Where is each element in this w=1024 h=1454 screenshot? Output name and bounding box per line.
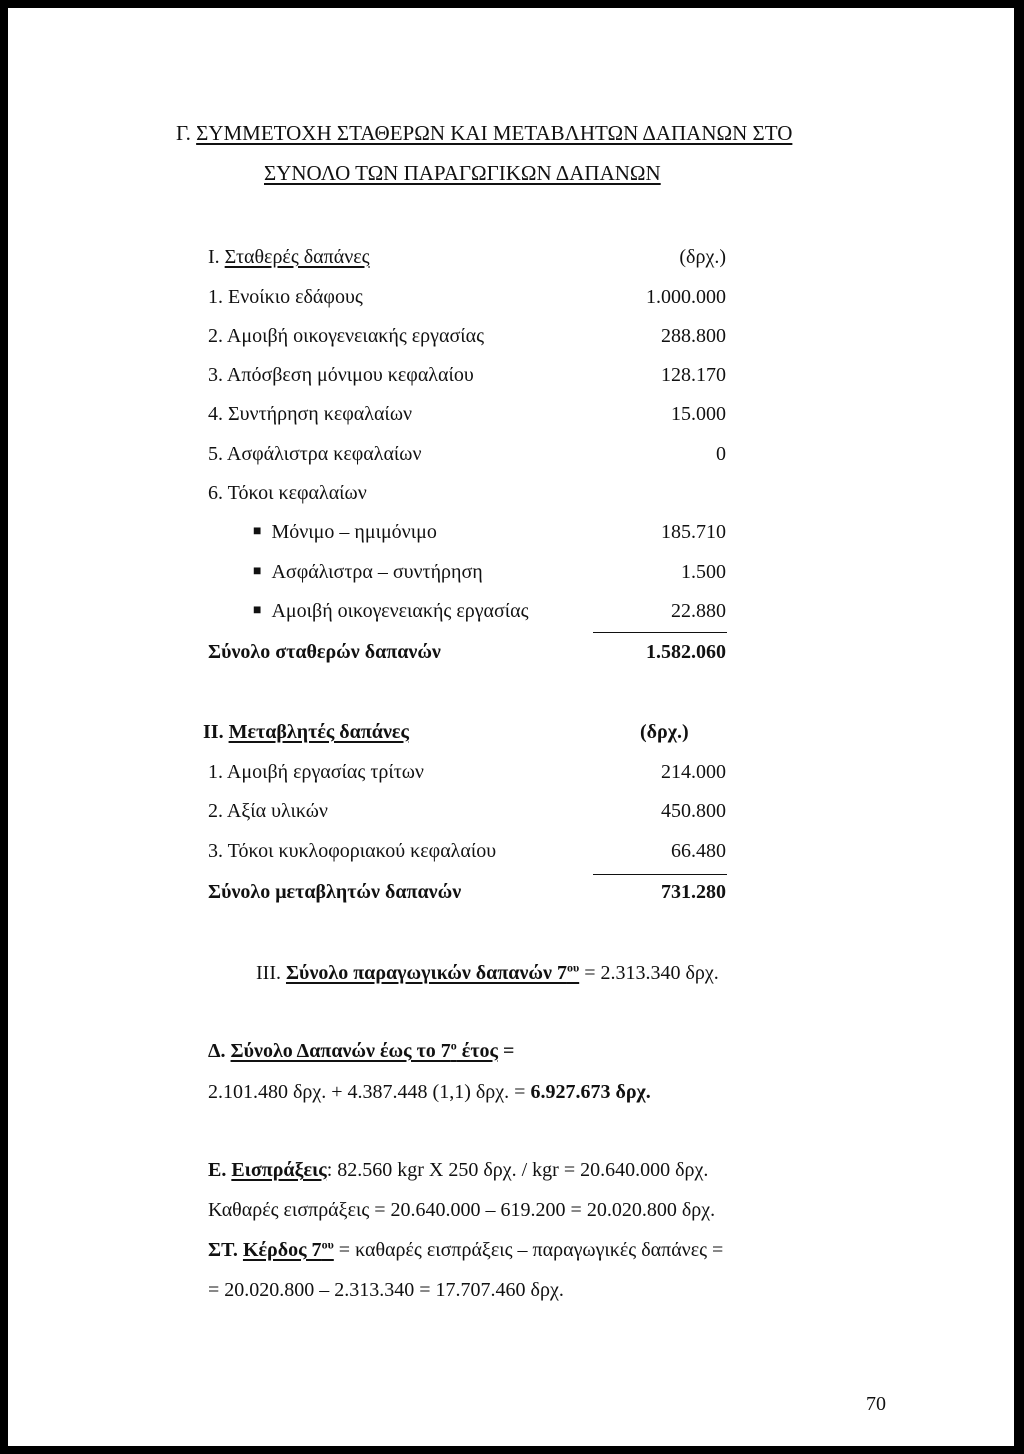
profit-calculation: = 20.020.800 – 2.313.340 = 17.707.460 δρχ.: [208, 1279, 564, 1301]
variable-total-value: 731.280: [661, 881, 726, 903]
fixed-subitem-label: ■ Ασφάλιστρα – συντήρηση: [253, 561, 483, 583]
variable-item-label: 2. Αξία υλικών: [208, 800, 328, 822]
fixed-total-label: Σύνολο σταθερών δαπανών: [208, 641, 441, 663]
variable-costs-title: II. Μεταβλητές δαπάνες: [203, 721, 409, 743]
receipts-line: Ε. Εισπράξεις: 82.560 kgr X 250 δρχ. / kgr = 20.640.000 δρχ.: [208, 1159, 709, 1181]
variable-item-label: 3. Τόκοι κυκλοφοριακού κεφαλαίου: [208, 840, 497, 862]
variable-item-value: 66.480: [671, 840, 726, 862]
fixed-item-value: 128.170: [661, 364, 726, 386]
fixed-item-label: 1. Ενοίκιο εδάφους: [208, 286, 363, 308]
bullet-icon: ■: [253, 564, 262, 579]
fixed-item-value: 0: [716, 443, 726, 465]
section-heading-line2: ΣΥΝΟΛΟ ΤΩΝ ΠΑΡΑΓΩΓΙΚΩΝ ΔΑΠΑΝΩΝ: [264, 161, 661, 185]
fixed-item-value: 1.000.000: [646, 286, 726, 308]
profit-label: Κέρδος $7^{o\upsilon}$: [242, 1237, 334, 1261]
delta-heading: Δ. Σύνολο Δαπανών έως το $7^o$ έτος =: [208, 1038, 515, 1062]
fixed-subitem-value: 1.500: [681, 561, 726, 583]
fixed-item-label: 6. Τόκοι κεφαλαίων: [208, 482, 367, 504]
variable-item-value: 214.000: [661, 761, 726, 783]
fixed-subitem-label: ■ Αμοιβή οικογενειακής εργασίας: [253, 600, 529, 622]
bullet-icon: ■: [253, 603, 262, 618]
production-costs-label: Σύνολο παραγωγικών δαπανών $7^{o\upsilon}$: [285, 960, 580, 984]
document-page: [8, 8, 1014, 1446]
variable-item-value: 450.800: [661, 800, 726, 822]
delta-calculation: 2.101.480 δρχ. + 4.387.448 (1,1) δρχ. = 6.927.673 δρχ.: [208, 1081, 651, 1103]
fixed-item-label: 5. Ασφάλιστρα κεφαλαίων: [208, 443, 422, 465]
fixed-item-label: 2. Αμοιβή οικογενειακής εργασίας: [208, 325, 485, 347]
variable-total-rule: [593, 874, 727, 875]
fixed-total-value: 1.582.060: [646, 641, 726, 663]
fixed-item-value: 15.000: [671, 403, 726, 425]
variable-total-label: Σύνολο μεταβλητών δαπανών: [208, 881, 462, 903]
variable-costs-unit: (δρχ.): [640, 721, 689, 743]
fixed-costs-unit: (δρχ.): [679, 246, 726, 268]
fixed-subitem-label: ■ Μόνιμο – ημιμόνιμο: [253, 521, 437, 543]
section-heading-line1: Γ. ΣΥΜΜΕΤΟΧΗ ΣΤΑΘΕΡΩΝ ΚΑΙ ΜΕΤΑΒΛΗΤΩΝ ΔΑΠΑΝΩΝ ΣΤΟ: [176, 121, 793, 145]
fixed-total-rule: [593, 632, 727, 633]
bullet-icon: ■: [253, 524, 262, 539]
variable-item-label: 1. Αμοιβή εργασίας τρίτων: [208, 761, 424, 783]
net-receipts-line: Καθαρές εισπράξεις = 20.640.000 – 619.200 = 20.020.800 δρχ.: [208, 1199, 716, 1221]
production-costs-line: III. Σύνολο παραγωγικών δαπανών $7^{o\upsilon} = 2.313.340$ δρχ.: [256, 960, 719, 984]
fixed-item-value: 288.800: [661, 325, 726, 347]
fixed-subitem-value: 22.880: [671, 600, 726, 622]
fixed-item-label: 3. Απόσβεση μόνιμου κεφαλαίου: [208, 364, 474, 386]
page-number: 70: [866, 1393, 886, 1415]
fixed-subitem-value: 185.710: [661, 521, 726, 543]
profit-line: ΣΤ. Κέρδος $7^{o\upsilon} = \kappa\alpha\theta\alpha\rho έ\varsigma$ εισπράξεις – παραγωγικές δαπάνες =: [208, 1237, 724, 1261]
delta-label: Σύνολο Δαπανών έως το $7^o$ έτος: [230, 1038, 498, 1062]
fixed-item-label: 4. Συντήρηση κεφαλαίων: [208, 403, 413, 425]
fixed-costs-title: I. Σταθερές δαπάνες: [208, 246, 370, 268]
